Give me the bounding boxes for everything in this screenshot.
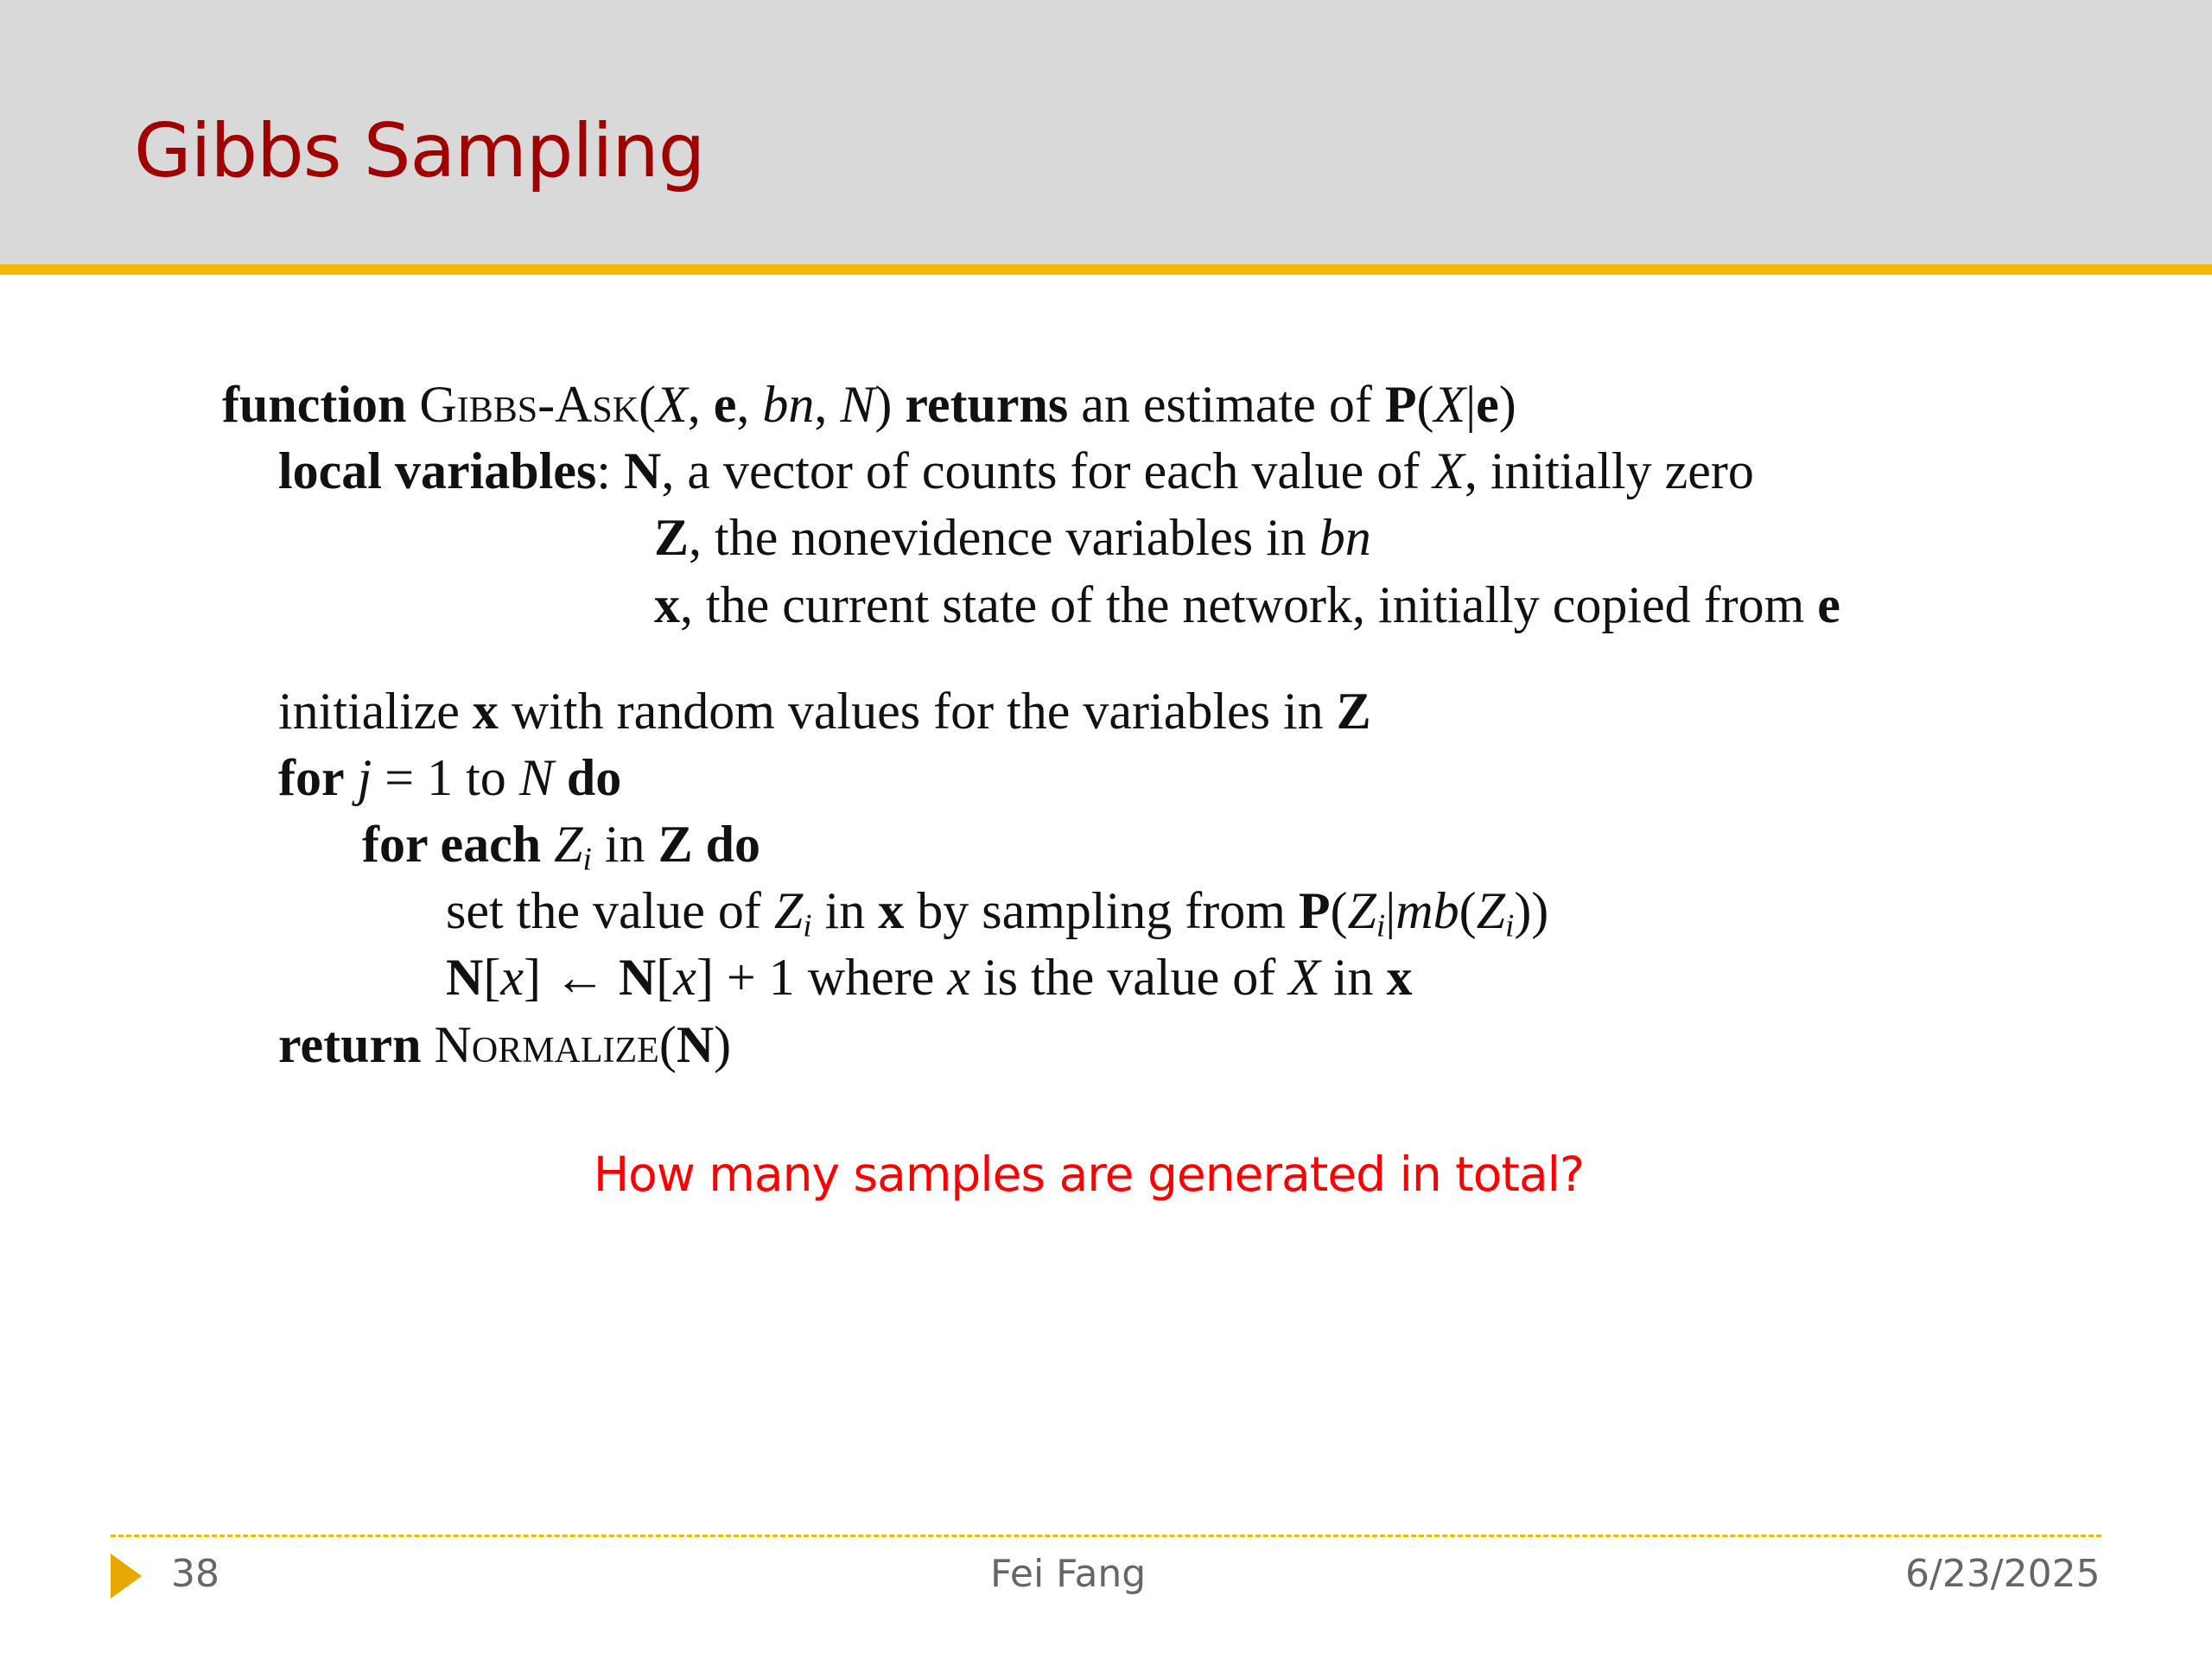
- var-bn: bn: [762, 376, 815, 433]
- var-X: X: [1433, 442, 1465, 499]
- text: [541, 816, 554, 873]
- page-number: 38: [171, 1552, 219, 1596]
- text: ] ←: [523, 949, 619, 1006]
- var-N: N: [840, 376, 875, 433]
- subscript-i: i: [1504, 908, 1515, 944]
- footer-author: Fei Fang: [990, 1552, 1147, 1596]
- symbol-P: P: [1298, 882, 1331, 939]
- keyword-local-variables: local variables: [278, 442, 597, 499]
- algo-line-initialize: [278, 683, 1371, 740]
- keyword-returns: returns: [905, 376, 1069, 433]
- text: ,: [814, 376, 841, 433]
- var-N-vector: N: [623, 442, 662, 499]
- text: an estimate of: [1068, 376, 1385, 433]
- algo-line-local-x: [654, 576, 1840, 633]
- var-X: X: [1433, 376, 1466, 433]
- text: set the value of: [446, 882, 774, 939]
- algo-line-signature: [222, 376, 1516, 433]
- var-X: X: [1288, 949, 1320, 1006]
- var-N: N: [518, 749, 554, 806]
- text: :: [596, 442, 624, 499]
- var-e: e: [713, 376, 737, 433]
- text: initialize: [278, 683, 473, 740]
- var-e: e: [1817, 576, 1840, 633]
- var-Zi: Z: [1347, 882, 1376, 939]
- var-N-vector: N: [446, 949, 484, 1006]
- var-Zi: Z: [773, 882, 804, 939]
- text: (: [1330, 882, 1348, 939]
- symbol-P: P: [1384, 376, 1417, 433]
- footer-divider: [111, 1535, 2101, 1537]
- footer-date: 6/23/2025: [1905, 1552, 2101, 1596]
- text: [: [483, 949, 501, 1006]
- question-text: How many samples are generated in total?: [593, 1147, 1585, 1202]
- keyword-do: do: [566, 749, 622, 806]
- triangle-bullet-icon: [111, 1554, 142, 1599]
- var-x-value: x: [500, 949, 524, 1006]
- var-bn: bn: [1319, 509, 1371, 566]
- text: ): [1498, 376, 1516, 433]
- text: , the nonevidence variables in: [689, 509, 1319, 566]
- var-Zi: Z: [554, 816, 583, 873]
- subscript-i: i: [582, 842, 592, 878]
- text: (: [1459, 882, 1477, 939]
- text: [: [656, 949, 674, 1006]
- var-e: e: [1476, 376, 1499, 433]
- text: ,: [687, 376, 714, 433]
- var-x-value: x: [673, 949, 696, 1006]
- text: , initially zero: [1464, 442, 1754, 499]
- var-Zi: Z: [1476, 882, 1505, 939]
- text: with random values for the variables in: [498, 683, 1337, 740]
- var-N-vector: N: [676, 1016, 715, 1073]
- text: ): [874, 376, 906, 433]
- text: [693, 816, 706, 873]
- text: (: [658, 1016, 677, 1073]
- function-mb: mb: [1395, 882, 1459, 939]
- text: in: [1319, 949, 1387, 1006]
- text: (: [1416, 376, 1434, 433]
- text: , a vector of counts for each value of: [661, 442, 1433, 499]
- var-X: X: [656, 376, 688, 433]
- text: by sampling from: [904, 882, 1299, 939]
- algo-line-for-loop: [278, 749, 622, 806]
- text: ,: [736, 376, 763, 433]
- text: in: [591, 816, 658, 873]
- text: , the current state of the network, initially copied from: [680, 576, 1818, 633]
- subscript-i: i: [1376, 908, 1386, 944]
- text: ): [714, 1016, 732, 1073]
- var-x: x: [878, 882, 905, 939]
- var-x: x: [1386, 949, 1413, 1006]
- keyword-do: do: [705, 816, 760, 873]
- algo-line-increment: [446, 949, 1413, 1006]
- var-x-value: x: [947, 949, 970, 1006]
- algo-line-local-Z: [654, 509, 1371, 566]
- var-x: x: [654, 576, 680, 633]
- text: = 1 to: [372, 749, 519, 806]
- text: )): [1514, 882, 1549, 939]
- text: |: [1465, 376, 1477, 433]
- var-x: x: [472, 683, 499, 740]
- text: [422, 1016, 435, 1073]
- slide-title: Gibbs Sampling: [134, 108, 705, 194]
- var-Z: Z: [654, 509, 690, 566]
- var-N-vector: N: [618, 949, 657, 1006]
- text: [345, 749, 358, 806]
- text: |: [1385, 882, 1396, 939]
- text: (: [639, 376, 657, 433]
- keyword-function: function: [222, 376, 407, 433]
- text: ] + 1 where: [696, 949, 948, 1006]
- text: [554, 749, 567, 806]
- keyword-for-each: for each: [362, 816, 542, 873]
- var-j: j: [357, 749, 372, 806]
- algo-line-for-each: [362, 816, 760, 878]
- keyword-for: for: [278, 749, 345, 806]
- text: is the value of: [969, 949, 1289, 1006]
- var-Z: Z: [658, 816, 693, 873]
- function-normalize: Normalize: [434, 1016, 659, 1073]
- algo-line-local-vars: [278, 442, 1754, 499]
- var-Z: Z: [1336, 683, 1371, 740]
- algo-line-set-value: [446, 882, 1549, 944]
- function-name: Gibbs-Ask: [419, 376, 639, 433]
- algo-line-return: [278, 1016, 732, 1073]
- keyword-return: return: [278, 1016, 422, 1073]
- subscript-i: i: [803, 908, 812, 944]
- text: in: [811, 882, 879, 939]
